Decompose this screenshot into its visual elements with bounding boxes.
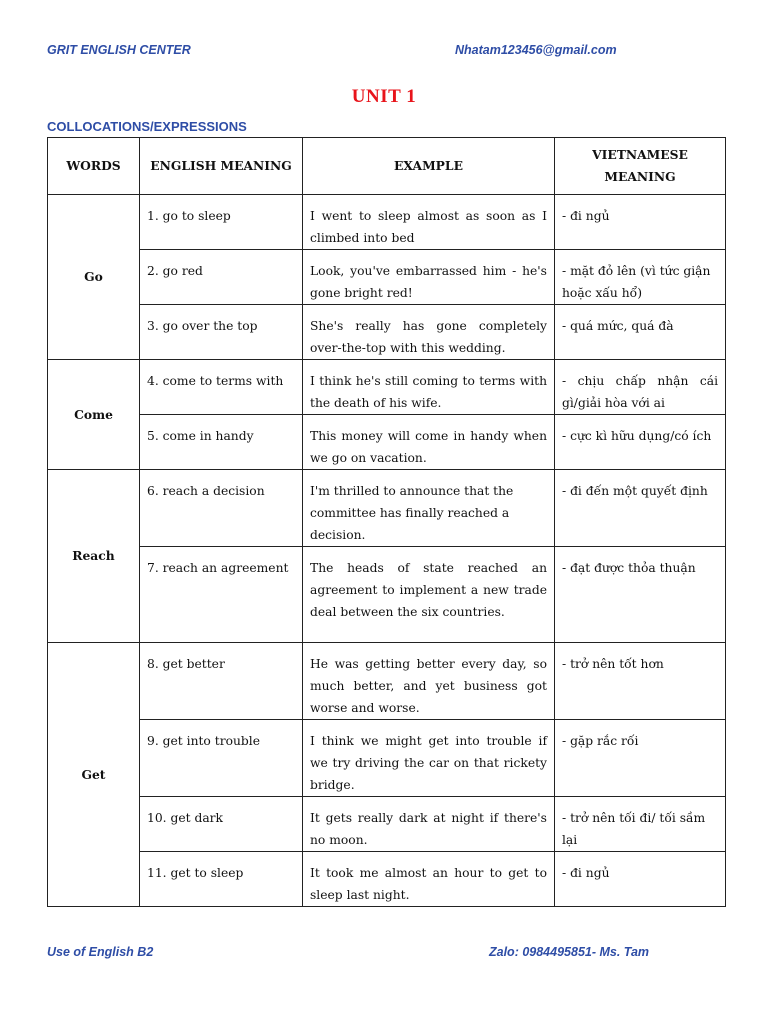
english-meaning-cell: 1. go to sleep xyxy=(140,195,303,250)
example-cell: It took me almost an hour to get to sleep last night. xyxy=(303,852,555,907)
table-row xyxy=(48,470,726,547)
example-cell: This money will come in handy when we go on vacation. xyxy=(303,415,555,470)
footer-course-name: Use of English B2 xyxy=(47,945,154,959)
vietnamese-meaning-cell: - quá mức, quá đà xyxy=(555,305,726,360)
vietnamese-meaning-cell: - mặt đỏ lên (vì tức giận hoặc xấu hổ) xyxy=(555,250,726,305)
english-meaning-cell: 4. come to terms with xyxy=(140,360,303,415)
english-meaning-cell: 2. go red xyxy=(140,250,303,305)
word-cell: Go xyxy=(48,195,140,360)
column-header-words: WORDS xyxy=(48,138,140,195)
column-header-english-meaning: ENGLISH MEANING xyxy=(140,138,303,195)
table-row xyxy=(48,360,726,415)
header-center-name: GRIT ENGLISH CENTER xyxy=(47,43,191,57)
table-row xyxy=(48,195,726,250)
english-meaning-cell: 10. get dark xyxy=(140,797,303,852)
example-cell: She's really has gone completely over-the-top with this wedding. xyxy=(303,305,555,360)
example-cell: I think we might get into trouble if we try driving the car on that rickety bridge. xyxy=(303,720,555,797)
english-meaning-cell: 3. go over the top xyxy=(140,305,303,360)
column-header-vietnamese-meaning: VIETNAMESE MEANING xyxy=(555,138,726,195)
vietnamese-meaning-cell: - gặp rắc rối xyxy=(555,720,726,797)
vietnamese-meaning-cell: - đi ngủ xyxy=(555,195,726,250)
word-cell: Come xyxy=(48,360,140,470)
english-meaning-cell: 6. reach a decision xyxy=(140,470,303,547)
footer-contact: Zalo: 0984495851- Ms. Tam xyxy=(489,945,650,959)
vietnamese-meaning-cell: - trở nên tốt hơn xyxy=(555,643,726,720)
table-header-row xyxy=(48,138,726,195)
example-cell: Look, you've embarrassed him - he's gone bright red! xyxy=(303,250,555,305)
example-cell: I went to sleep almost as soon as I climbed into bed xyxy=(303,195,555,250)
example-cell: I think he's still coming to terms with the death of his wife. xyxy=(303,360,555,415)
english-meaning-cell: 8. get better xyxy=(140,643,303,720)
table-row xyxy=(48,250,726,305)
table-row xyxy=(48,852,726,907)
english-meaning-cell: 9. get into trouble xyxy=(140,720,303,797)
english-meaning-cell: 5. come in handy xyxy=(140,415,303,470)
word-cell: Get xyxy=(48,643,140,907)
example-cell: He was getting better every day, so much better, and yet business got worse and worse. xyxy=(303,643,555,720)
section-title: COLLOCATIONS/EXPRESSIONS xyxy=(47,119,247,134)
table-row xyxy=(48,415,726,470)
header-email: Nhatam123456@gmail.com xyxy=(455,43,617,57)
vietnamese-meaning-cell: - chịu chấp nhận cái gì/giải hòa với ai xyxy=(555,360,726,415)
unit-title: UNIT 1 xyxy=(351,86,417,107)
vietnamese-meaning-cell: - đi đến một quyết định xyxy=(555,470,726,547)
english-meaning-cell: 7. reach an agreement xyxy=(140,547,303,643)
table-row xyxy=(48,305,726,360)
example-cell: I'm thrilled to announce that the committee has finally reached a decision. xyxy=(303,470,555,547)
word-cell: Reach xyxy=(48,470,140,643)
vietnamese-meaning-cell: - đạt được thỏa thuận xyxy=(555,547,726,643)
vietnamese-meaning-cell: - trở nên tối đi/ tối sầm lại xyxy=(555,797,726,852)
table-row xyxy=(48,643,726,720)
table-row xyxy=(48,720,726,797)
english-meaning-cell: 11. get to sleep xyxy=(140,852,303,907)
vietnamese-meaning-cell: - đi ngủ xyxy=(555,852,726,907)
column-header-example: EXAMPLE xyxy=(303,138,555,195)
table-row xyxy=(48,547,726,643)
example-cell: It gets really dark at night if there's no moon. xyxy=(303,797,555,852)
table-row xyxy=(48,797,726,852)
example-cell: The heads of state reached an agreement to implement a new trade deal between the six countries. xyxy=(303,547,555,643)
vocabulary-table xyxy=(47,137,726,907)
vietnamese-meaning-cell: - cực kì hữu dụng/có ích xyxy=(555,415,726,470)
